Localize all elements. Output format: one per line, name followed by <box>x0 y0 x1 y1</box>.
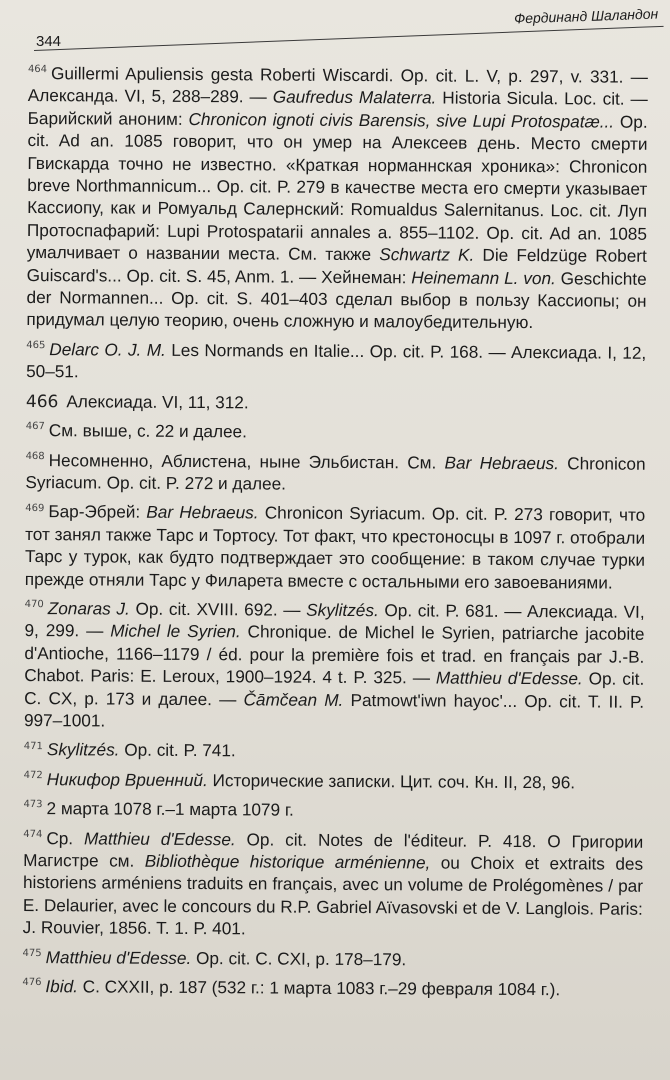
footnote-text: Chronicon Syriacum. Op. cit. P. 272 и далее. <box>25 452 646 494</box>
footnote-number: 465 <box>26 340 46 352</box>
footnote-number: 470 <box>24 599 44 611</box>
footnote-italic-text: Ibid. <box>45 976 79 997</box>
footnote-number: 474 <box>23 828 43 840</box>
footnote-italic-text: Bar Hebraeus. <box>146 502 259 523</box>
footnote-italic-text: Chronicon ignoti civis Barensis, sive Lupi Protospatæ... <box>188 108 615 132</box>
footnote-text: Geschichte der Normannen... Op. cit. S. 401–403 сделал выбор в пользу Кассиопы; он придумал целую теорию, очень сложную и малоубедительную. <box>26 267 647 333</box>
footnote-italic-text: Delarc O. J. M. <box>49 339 166 360</box>
footnote-text: Op. cit. Notes de l'éditeur. P. 418. О Григории Магистре см. <box>23 828 644 871</box>
footnote-text: Исторические записки. Цит. соч. Кн. II, 28, 96. <box>207 769 576 793</box>
footnote-470 <box>24 597 645 735</box>
footnote-467 <box>26 419 646 445</box>
footnote-465 <box>26 338 646 387</box>
footnote-text: Patmowt'iwn hayoc'... Op. cit. T. II. P. 997–1001. <box>23 689 645 731</box>
footnote-text: Op. cit. C. CXI, p. 178–179. <box>191 947 407 969</box>
footnote-473 <box>23 797 643 823</box>
footnote-number: 472 <box>23 770 43 782</box>
footnote-471 <box>24 738 644 764</box>
footnote-number: 469 <box>25 502 45 514</box>
footnote-text: Chronique. de Michel le Syrien, patriarche jacobite d'Antioche, 1166–1179 / éd. pour la première fois et trad. en français par J.-B. Chabot. Paris: E. Leroux, 1900–1924. 4 t. P. 325. — <box>24 621 645 688</box>
footnote-number: 476 <box>22 977 42 989</box>
footnote-text: Бар-Эбрей: <box>48 501 147 523</box>
footnote-text: Chronicon Syriacum. Op. cit. P. 273 говорит, что тот занял также Тарс и Тортосу. Тот факт, что крестоносцы в 1097 г. отобрали Тарс у турок, как будто подтверждает это сообщение: в таком случае турки прежде отняли Тарс у Филарета вместе с остальными его завоеваниями. <box>24 502 646 593</box>
footnote-466 <box>26 390 646 416</box>
footnote-text: Die Feldzüge Robert Guiscard's... Op. cit. S. 45, Anm. 1. — Хейнеман: <box>26 244 647 288</box>
footnote-number: 468 <box>25 450 45 462</box>
footnote-italic-text: Matthieu d'Edesse. <box>83 827 236 849</box>
footnote-text: ou Choix et extraits des historiens arméniens traduits en français, avec un volume de Prolégomènes / par E. Delaurier, avec le concours du R.P. Gabriel Aïvasovski et de V. Langlois. Paris: J. Rouvier, 1856. T. 1. P. 401. <box>22 852 644 939</box>
footnote-text: Несомненно, Аблистена, ныне Эльбистан. См. <box>48 449 445 473</box>
footnote-italic-text: Bar Hebraeus. <box>444 452 559 473</box>
footnote-italic-text: Никифор Вриенний. <box>46 768 208 790</box>
footnote-475 <box>22 946 642 972</box>
footnote-text: Алексиада. VI, 11, 312. <box>66 390 249 413</box>
footnote-text: Ср. <box>46 827 85 848</box>
footnote-text: Op. cit. C. CX, p. 173 и далее. — <box>24 668 645 709</box>
footnote-italic-text: Zonaras J. <box>47 598 130 619</box>
footnote-474 <box>23 827 644 943</box>
footnote-468 <box>25 448 645 497</box>
footnote-italic-text: Skylitzés. <box>306 599 379 621</box>
footnote-text: Op. cit. P. 681. — Алексиада. VI, 9, 299. — <box>24 600 645 641</box>
footnote-italic-text: Matthieu d'Edesse. <box>45 946 192 968</box>
header-rule <box>34 26 664 51</box>
footnote-text: Op. cit. Ad an. 1085 говорит, что он умер на Алексеев день. Место смерти Гвискарда точно не известно. «Краткая норманнская хроника»: Chronicon breve Northmannicum... Op. cit. P. 279 в качестве места его смерти указывает Кассиопу, как и Ромуальд Салернский: Romualdus Salernitanus. Loc. cit. Луп Протоспафарий: Lupi Protospatarii annales a. 855–1102. Op. cit. Ad an. 1085 умалчивает о названии места. См. также <box>26 111 648 265</box>
footnote-text: Historia Sicula. Loc. cit. — Барийский аноним: <box>27 87 648 129</box>
footnote-text: C. CXXII, p. 187 (532 г.: 1 марта 1083 г.–29 февраля 1084 г.). <box>77 976 561 1000</box>
footnote-464 <box>26 62 648 335</box>
footnote-text: Les Normands en Italie... Op. cit. P. 168. — Алексиада. I, 12, 50–51. <box>26 339 647 382</box>
footnote-italic-text: Gaufredus Malaterra. <box>272 86 437 108</box>
footnote-number: 464 <box>27 64 48 76</box>
page-number: 344 <box>36 33 62 50</box>
footnote-number: 471 <box>23 740 43 752</box>
footnote-italic-text: Michel le Syrien. <box>110 620 241 642</box>
footnote-text: Op. cit. P. 741. <box>119 739 236 761</box>
footnotes-list <box>22 62 648 1008</box>
footnote-number: 475 <box>22 947 42 959</box>
footnote-text: См. выше, с. 22 и далее. <box>48 420 247 442</box>
footnote-italic-text: Čāmčean M. <box>243 688 344 710</box>
footnote-italic-text: Skylitzés. <box>46 739 120 760</box>
footnote-number: 466 <box>25 391 59 412</box>
footnote-italic-text: Matthieu d'Edesse. <box>435 667 583 689</box>
footnote-text: 2 марта 1078 г.–1 марта 1079 г. <box>46 798 294 820</box>
footnote-469 <box>25 500 646 593</box>
footnote-text: Op. cit. XVIII. 692. — <box>129 598 307 620</box>
footnote-number: 473 <box>23 799 43 811</box>
running-head: Фердинанд Шаландон <box>513 5 659 27</box>
footnote-italic-text: Bibliothèque historique arménienne, <box>144 850 431 873</box>
footnote-italic-text: Heinemann L. von. <box>411 267 556 288</box>
footnote-472 <box>24 768 644 794</box>
footnote-text: Guillermi Apuliensis gesta Roberti Wiscardi. Op. cit. L. V, p. 297, v. 331. — Александа. VI, 5, 288–289. — <box>27 63 648 107</box>
footnote-476 <box>22 975 642 1001</box>
footnote-number: 467 <box>25 421 45 433</box>
footnote-italic-text: Schwartz K. <box>379 244 475 265</box>
